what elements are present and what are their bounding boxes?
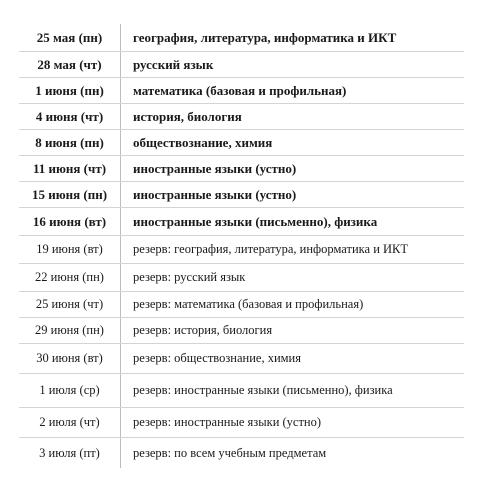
reserve-subject: резерв: география, литература, информатика и ИКТ bbox=[120, 236, 464, 263]
table-row bbox=[19, 156, 464, 182]
exam-date: 11 июня (чт) bbox=[32, 160, 107, 176]
exam-date: 1 июня (пн) bbox=[35, 82, 104, 98]
table-row bbox=[19, 292, 464, 318]
reserve-date: 22 июня (пн) bbox=[35, 270, 104, 284]
table-row bbox=[19, 408, 464, 438]
exam-date: 15 июня (пн) bbox=[31, 186, 108, 202]
reserve-subject: резерв: по всем учебным предметам bbox=[120, 438, 464, 468]
table-row bbox=[19, 78, 464, 104]
reserve-date: 25 июня (чт) bbox=[35, 297, 104, 311]
table-row bbox=[19, 438, 464, 468]
exam-schedule-table bbox=[19, 24, 464, 468]
exam-date: 16 июня (вт) bbox=[32, 213, 107, 229]
reserve-subject: резерв: иностранные языки (устно) bbox=[120, 408, 464, 437]
table-row bbox=[19, 52, 464, 78]
reserve-date: 19 июня (вт) bbox=[36, 242, 103, 256]
exam-date: 25 мая (пн) bbox=[36, 29, 103, 45]
exam-date: 8 июня (пн) bbox=[35, 134, 104, 150]
table-row bbox=[19, 264, 464, 292]
table-row bbox=[19, 24, 464, 52]
exam-subject: история, биология bbox=[120, 104, 464, 129]
exam-subject: иностранные языки (письменно), физика bbox=[120, 208, 464, 235]
reserve-subject: резерв: математика (базовая и профильная) bbox=[120, 292, 464, 317]
table-row bbox=[19, 130, 464, 156]
exam-date: 28 мая (чт) bbox=[37, 56, 102, 72]
exam-subject: иностранные языки (устно) bbox=[120, 182, 464, 207]
table-row bbox=[19, 104, 464, 130]
reserve-date: 2 июля (чт) bbox=[39, 415, 100, 429]
exam-date: 4 июня (чт) bbox=[35, 108, 104, 124]
reserve-date: 1 июля (ср) bbox=[39, 383, 100, 397]
reserve-subject: резерв: обществознание, химия bbox=[120, 344, 464, 373]
table-row bbox=[19, 236, 464, 264]
table-row bbox=[19, 182, 464, 208]
reserve-date: 30 июня (вт) bbox=[36, 351, 103, 365]
exam-subject: иностранные языки (устно) bbox=[120, 156, 464, 181]
exam-subject: география, литература, информатика и ИКТ bbox=[120, 24, 464, 51]
reserve-subject: резерв: русский язык bbox=[120, 264, 464, 291]
table-row bbox=[19, 208, 464, 236]
reserve-date: 3 июля (пт) bbox=[39, 445, 100, 460]
table-row bbox=[19, 318, 464, 344]
reserve-date: 29 июня (пн) bbox=[35, 323, 104, 337]
exam-subject: математика (базовая и профильная) bbox=[120, 78, 464, 103]
table-row bbox=[19, 374, 464, 408]
exam-subject: обществознание, химия bbox=[120, 130, 464, 155]
table-row bbox=[19, 344, 464, 374]
exam-subject: русский язык bbox=[120, 52, 464, 77]
reserve-subject: резерв: история, биология bbox=[120, 318, 464, 343]
reserve-subject: резерв: иностранные языки (письменно), физика bbox=[120, 374, 464, 407]
